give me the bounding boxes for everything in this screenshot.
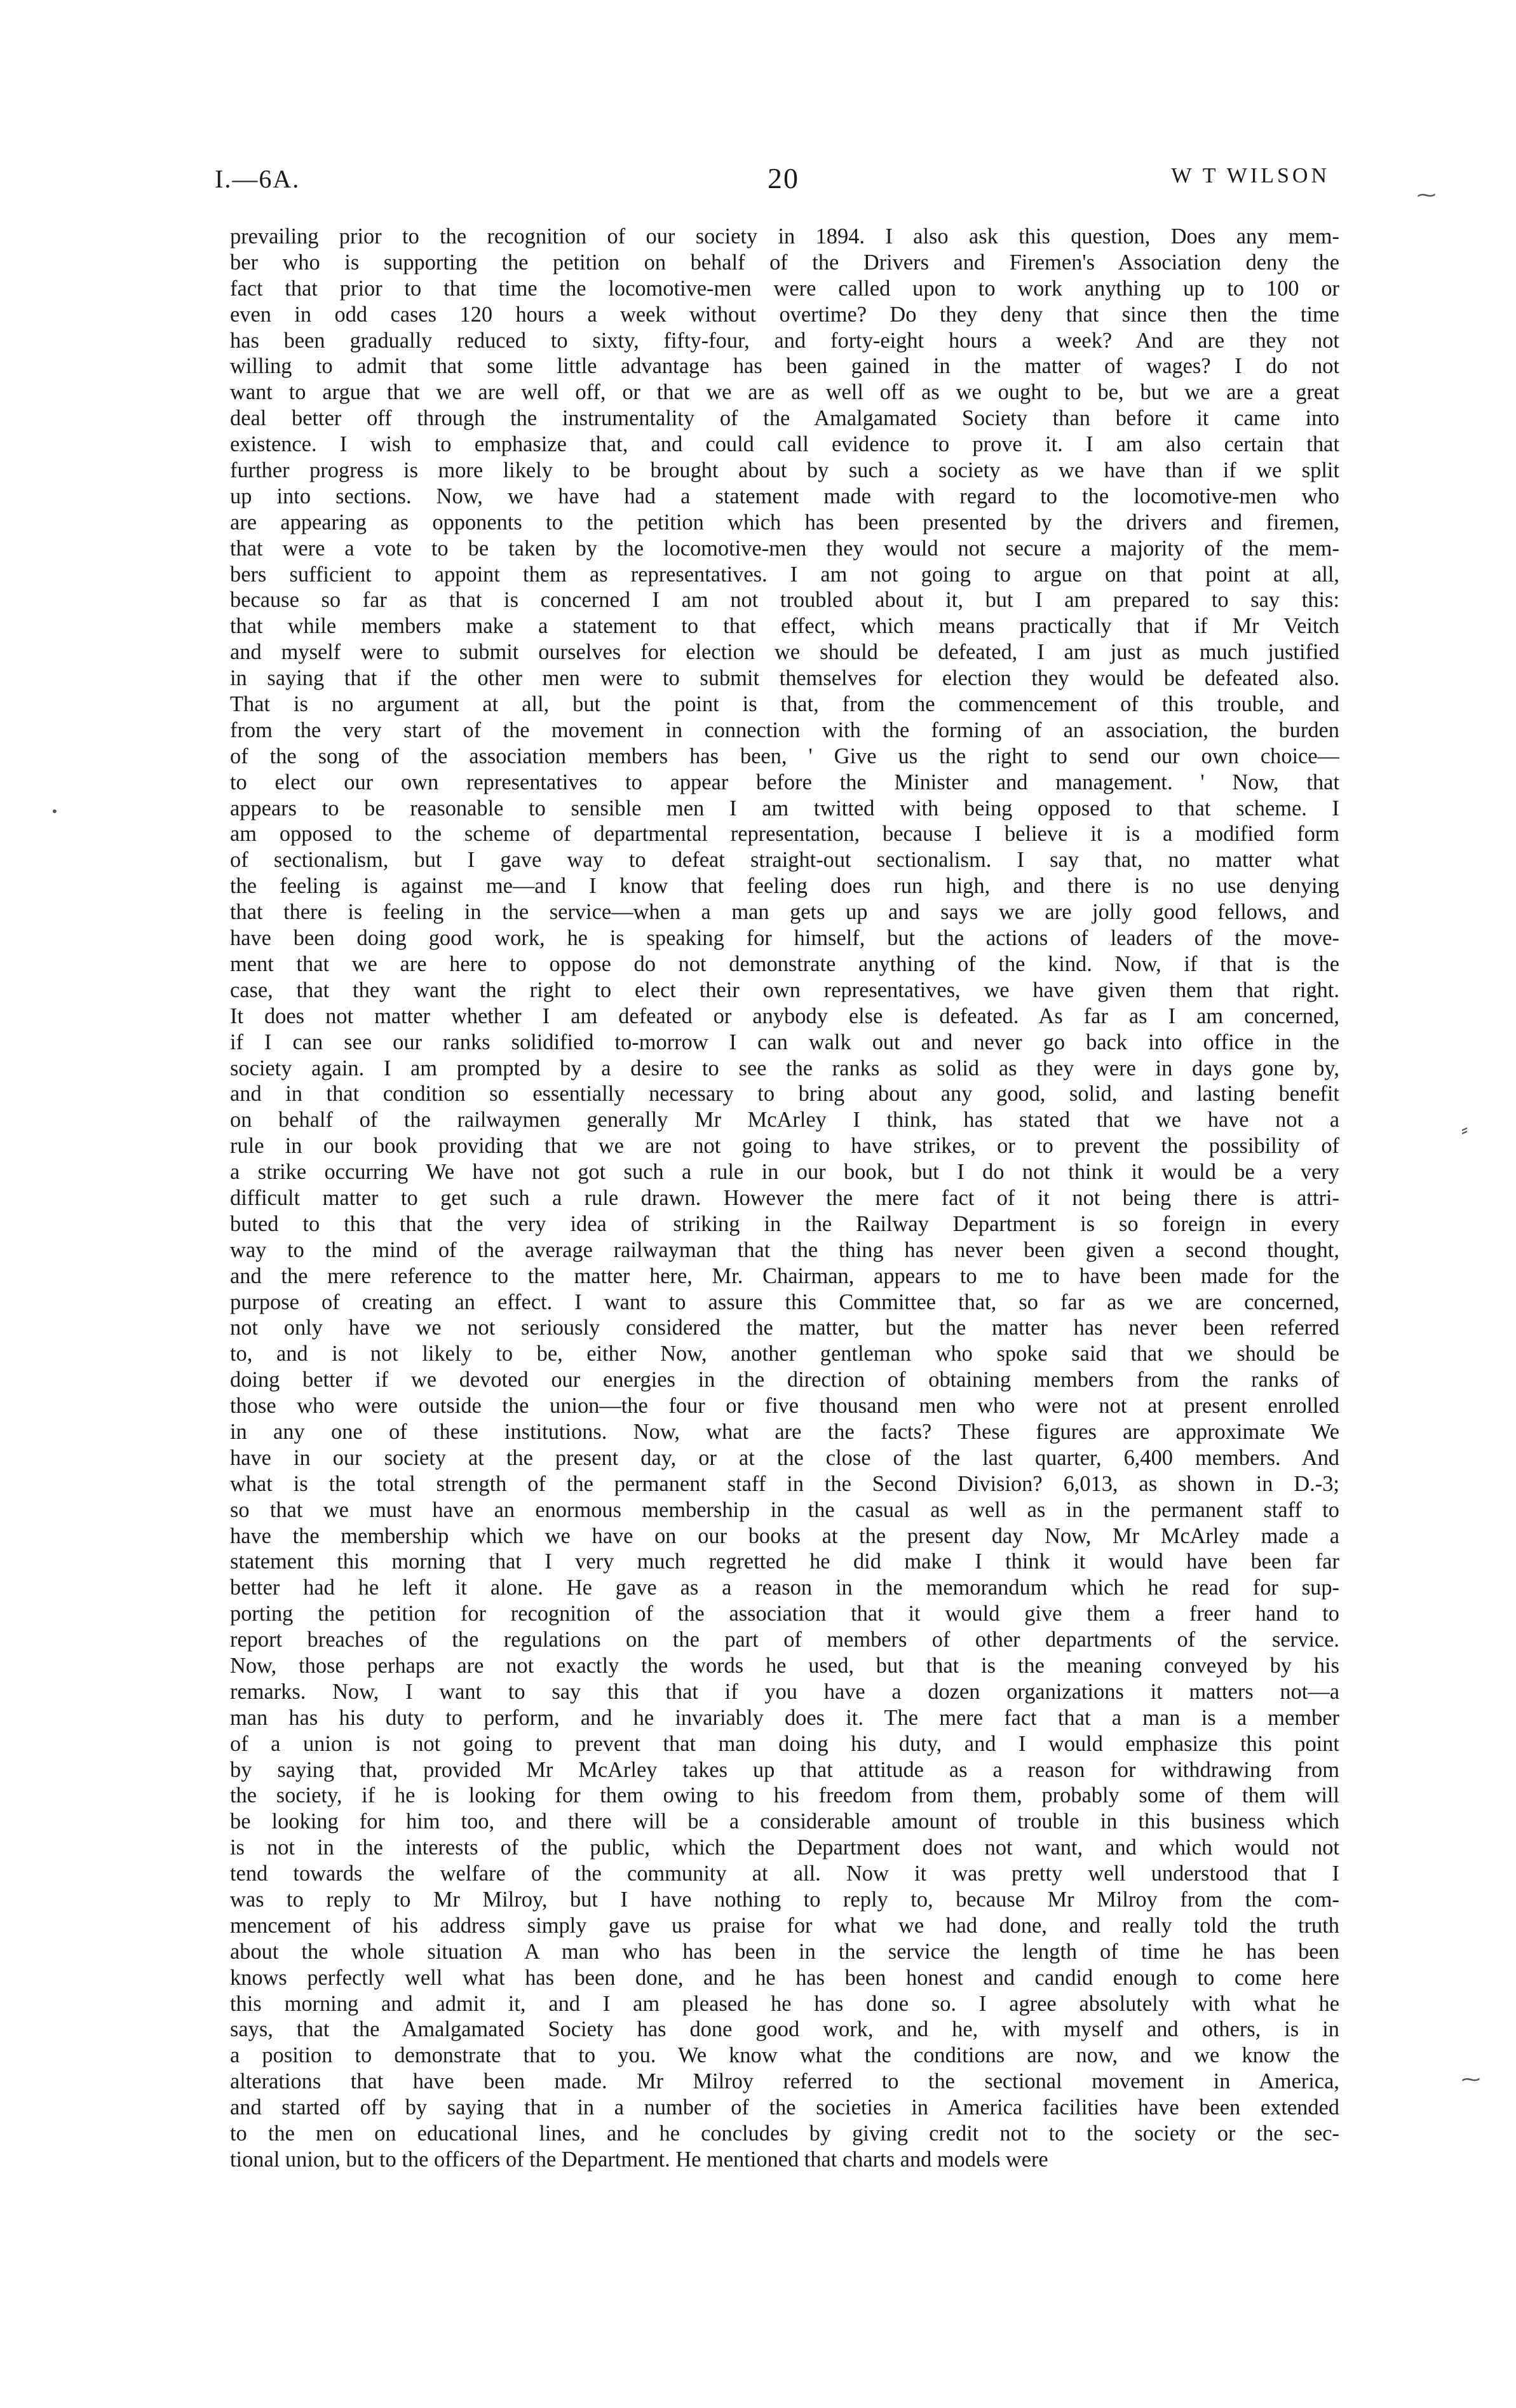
- text-line: alterations that have been made. Mr Milroy referred to the sectional movement in America,: [230, 2069, 1339, 2094]
- margin-mark-icon: ⸗: [1461, 1119, 1468, 1141]
- text-line: It does not matter whether I am defeated or anybody else is defeated. As far as I am concerned,: [230, 1003, 1339, 1028]
- text-line: up into sections. Now, we have had a statement made with regard to the locomotive-men who: [230, 484, 1339, 508]
- text-line: and the mere reference to the matter here, Mr. Chairman, appears to me to have been made for the: [230, 1263, 1339, 1288]
- text-line: man has his duty to perform, and he invariably does it. The mere fact that a man is a member: [230, 1705, 1339, 1730]
- text-line: have been doing good work, he is speaking for himself, but the actions of leaders of the move-: [230, 926, 1339, 951]
- text-line: remarks. Now, I want to say this that if you have a dozen organizations it matters not—a: [230, 1679, 1339, 1704]
- text-line: fact that prior to that time the locomotive-men were called upon to work anything up to 100 or: [230, 276, 1339, 301]
- text-line: rule in our book providing that we are not going to have strikes, or to prevent the possibility of: [230, 1134, 1339, 1159]
- text-line: have in our society at the present day, or at the close of the last quarter, 6,400 members. And: [230, 1445, 1339, 1470]
- text-line: even in odd cases 120 hours a week without overtime? Do they deny that since then the time: [230, 302, 1339, 327]
- text-line: tional union, but to the officers of the Department. He mentioned that charts and models were: [230, 2147, 1048, 2172]
- text-line: the feeling is against me—and I know that feeling does run high, and there is no use denying: [230, 874, 1339, 899]
- page-number: 20: [768, 162, 799, 194]
- text-line: this morning and admit it, and I am pleased he has done so. I agree absolutely with what he: [230, 1991, 1339, 2016]
- text-line: deal better off through the instrumentality of the Amalgamated Society than before it came into: [230, 406, 1339, 431]
- speaker-name: W T WILSON: [1171, 164, 1330, 187]
- text-line: difficult matter to get such a rule drawn. However the mere fact of it not being there is attri-: [230, 1185, 1339, 1210]
- text-line: statement this morning that I very much regretted he did make I think it would have been far: [230, 1549, 1339, 1574]
- text-line: appears to be reasonable to sensible men I am twitted with being opposed to that scheme. I: [230, 796, 1339, 820]
- text-line: from the very start of the movement in connection with the forming of an association, the burden: [230, 718, 1339, 742]
- text-line: That is no argument at all, but the point is that, from the commencement of this trouble, and: [230, 692, 1339, 717]
- text-line: society again. I am prompted by a desire to see the ranks as solid as they were in days gone by,: [230, 1056, 1339, 1080]
- text-line: to, and is not likely to be, either Now, another gentleman who spoke said that we should be: [230, 1342, 1339, 1366]
- text-line: further progress is more likely to be brought about by such a society as we have than if we split: [230, 458, 1339, 483]
- text-line: to elect our own representatives to appear before the Minister and management. ' Now, that: [230, 770, 1339, 794]
- text-line: Now, those perhaps are not exactly the words he used, but that is the meaning conveyed by his: [230, 1653, 1339, 1678]
- text-line: the society, if he is looking for them owing to his freedom from them, probably some of them will: [230, 1783, 1339, 1808]
- text-line: not only have we not seriously considered the matter, but the matter has never been referred: [230, 1316, 1339, 1340]
- text-line: bers sufficient to appoint them as representatives. I am not going to argue on that point at all,: [230, 562, 1339, 587]
- text-line: existence. I wish to emphasize that, and could call evidence to prove it. I am also certain that: [230, 432, 1339, 457]
- text-line: in saying that if the other men were to submit themselves for election they would be defeated also.: [230, 666, 1339, 691]
- body-text: [230, 224, 1339, 2173]
- margin-mark-icon: ⁓: [1417, 184, 1436, 207]
- text-line: of a union is not going to prevent that man doing his duty, and I would emphasize this point: [230, 1731, 1339, 1756]
- document-reference: I.—6A.: [215, 165, 301, 193]
- text-line: a strike occurring We have not got such a rule in our book, but I do not think it would be a very: [230, 1160, 1339, 1185]
- text-line: is not in the interests of the public, which the Department does not want, and which would not: [230, 1835, 1339, 1860]
- text-line: are appearing as opponents to the petition which has been presented by the drivers and firemen,: [230, 510, 1339, 534]
- text-line: has been gradually reduced to sixty, fifty-four, and forty-eight hours a week? And are they not: [230, 328, 1339, 353]
- text-line: porting the petition for recognition of the association that it would give them a freer hand to: [230, 1602, 1339, 1626]
- text-line: purpose of creating an effect. I want to assure this Committee that, so far as we are concerned,: [230, 1289, 1339, 1314]
- text-line: willing to admit that some little advantage has been gained in the matter of wages? I do not: [230, 354, 1339, 379]
- text-line: if I can see our ranks solidified to-morrow I can walk out and never go back into office in the: [230, 1030, 1339, 1054]
- text-line: tend towards the welfare of the community at all. Now it was pretty well understood that I: [230, 1861, 1339, 1886]
- text-line: by saying that, provided Mr McArley takes up that attitude as a reason for withdrawing from: [230, 1757, 1339, 1782]
- text-line: says, that the Amalgamated Society has done good work, and he, with myself and others, is in: [230, 2017, 1339, 2042]
- page-header: [215, 164, 1330, 202]
- text-line: doing better if we devoted our energies in the direction of obtaining members from the ranks of: [230, 1368, 1339, 1392]
- text-line: ber who is supporting the petition on behalf of the Drivers and Firemen's Association deny the: [230, 250, 1339, 275]
- text-line: was to reply to Mr Milroy, but I have nothing to reply to, because Mr Milroy from the com-: [230, 1888, 1339, 1912]
- text-line: about the whole situation A man who has been in the service the length of time he has been: [230, 1939, 1339, 1964]
- text-line: knows perfectly well what has been done, and he has been honest and candid enough to come here: [230, 1965, 1339, 1990]
- text-line: of the song of the association members has been, ' Give us the right to send our own choice—: [230, 744, 1339, 768]
- text-line: am opposed to the scheme of departmental representation, because I believe it is a modified form: [230, 822, 1339, 847]
- text-line: and started off by saying that in a number of the societies in America facilities have been extended: [230, 2095, 1339, 2120]
- text-line: want to argue that we are well off, or that we are as well off as we ought to be, but we are a great: [230, 380, 1339, 405]
- text-line: case, that they want the right to elect their own representatives, we have given them that right.: [230, 977, 1339, 1002]
- text-line: that were a vote to be taken by the locomotive-men they would not secure a majority of the mem-: [230, 536, 1339, 561]
- text-line: in any one of these institutions. Now, what are the facts? These figures are approximate We: [230, 1419, 1339, 1444]
- text-line: to the men on educational lines, and he concludes by giving credit not to the society or the sec-: [230, 2121, 1339, 2146]
- text-line: better had he left it alone. He gave as a reason in the memorandum which he read for sup-: [230, 1575, 1339, 1600]
- text-line: buted to this that the very idea of striking in the Railway Department is so foreign in every: [230, 1211, 1339, 1236]
- text-line: that while members make a statement to that effect, which means practically that if Mr Veitch: [230, 614, 1339, 639]
- text-line: be looking for him too, and there will be a considerable amount of trouble in this business which: [230, 1809, 1339, 1834]
- text-line: and in that condition so essentially necessary to bring about any good, solid, and lasting benefit: [230, 1082, 1339, 1106]
- margin-dot-icon: •: [51, 804, 58, 819]
- text-line: and myself were to submit ourselves for election we should be defeated, I am just as much justified: [230, 640, 1339, 665]
- text-line: of sectionalism, but I gave way to defeat straight-out sectionalism. I say that, no matter what: [230, 848, 1339, 873]
- text-line: that there is feeling in the service—when a man gets up and says we are jolly good fellows, and: [230, 900, 1339, 925]
- text-line: prevailing prior to the recognition of our society in 1894. I also ask this question, Does any mem-: [230, 224, 1339, 248]
- text-line: mencement of his address simply gave us praise for what we had done, and really told the truth: [230, 1913, 1339, 1938]
- text-line: a position to demonstrate that to you. We know what the conditions are now, and we know the: [230, 2043, 1339, 2068]
- text-line: ment that we are here to oppose do not demonstrate anything of the kind. Now, if that is the: [230, 951, 1339, 976]
- text-line: those who were outside the union—the four or five thousand men who were not at present enrolled: [230, 1394, 1339, 1418]
- text-line: so that we must have an enormous membership in the casual as well as in the permanent staff to: [230, 1497, 1339, 1522]
- text-line: way to the mind of the average railwayman that the thing has never been given a second thought,: [230, 1237, 1339, 1262]
- text-line: on behalf of the railwaymen generally Mr McArley I think, has stated that we have not a: [230, 1108, 1339, 1133]
- text-line: report breaches of the regulations on the part of members of other departments of the service.: [230, 1628, 1339, 1652]
- text-line: what is the total strength of the permanent staff in the Second Division? 6,013, as shown in D.-3;: [230, 1471, 1339, 1496]
- margin-mark-icon: ⁓: [1461, 2069, 1480, 2091]
- text-line: have the membership which we have on our books at the present day Now, Mr McArley made a: [230, 1523, 1339, 1548]
- text-line: because so far as that is concerned I am not troubled about it, but I am prepared to say this:: [230, 588, 1339, 613]
